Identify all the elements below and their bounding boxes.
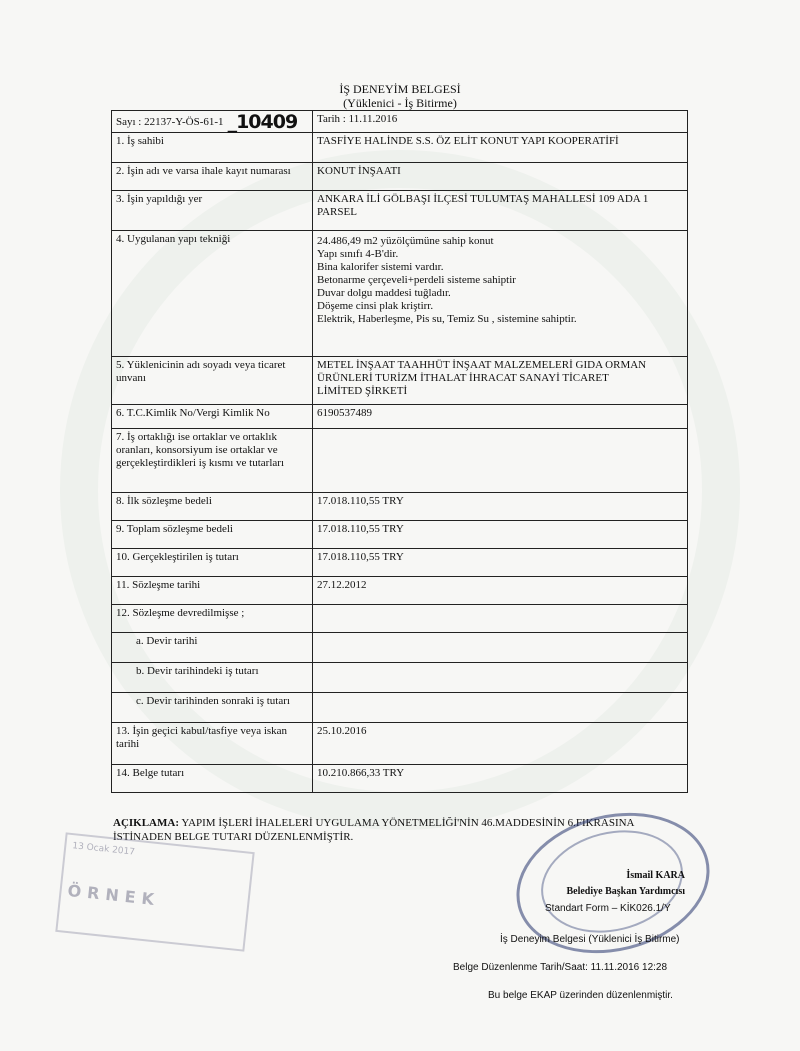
row-label: 3. İşin yapıldığı yer [112,191,313,231]
ekap-note: Bu belge EKAP üzerinden düzenlenmiştir. [488,990,673,1001]
table-row [112,429,688,493]
row-label: 12. Sözleşme devredilmişse ; [112,605,313,633]
table-row [112,693,688,723]
sayi-text: Sayı : 22137-Y-ÖS-61-1 [116,116,224,128]
row-label: 7. İş ortaklığı ise ortaklar ve ortaklık oranları, konsorsiyum ise ortaklar ve gerçekleştirdikleri iş kısmı ve tutarları [112,429,313,493]
signatory-name: İsmail KARA [626,870,685,881]
table-row [112,577,688,605]
row-value: ANKARA İLİ GÖLBAŞI İLÇESİ TULUMTAŞ MAHALLESİ 109 ADA 1 PARSEL [313,191,688,231]
experience-table [111,110,688,793]
table-row [112,549,688,577]
row-value [313,693,688,723]
copy-stamp-word: ÖRNEK [66,880,161,910]
row-value: 17.018.110,55 TRY [313,493,688,521]
row-value: 10.210.866,33 TRY [313,765,688,793]
table-row [112,133,688,163]
handwritten-number: _10409 [227,111,298,133]
row-label: 5. Yüklenicinin adı soyadı veya ticaret unvanı [112,357,313,405]
row-label: 11. Sözleşme tarihi [112,577,313,605]
technique-line: Döşeme cinsi plak kriştirr. [317,300,434,312]
signature-block [566,868,685,900]
row-label: 10. Gerçekleştirilen iş tutarı [112,549,313,577]
row-label: 8. İlk sözleşme bedeli [112,493,313,521]
row-label: c. Devir tarihinden sonraki iş tutarı [112,693,313,723]
explanation-label: AÇIKLAMA: [113,817,179,829]
copy-stamp-date: 13 Ocak 2017 [71,841,136,858]
row-label: a. Devir tarihi [112,633,313,663]
copy-stamp [55,832,254,951]
table-row [112,163,688,191]
row-value: 27.12.2012 [313,577,688,605]
table-row [112,405,688,429]
document-subtitle: (Yüklenici - İş Bitirme) [343,96,457,110]
technique-line: Betonarme çerçeveli+perdeli sisteme sahiptir [317,274,516,286]
technique-line: Duvar dolgu maddesi tuğladır. [317,287,451,299]
table-row [112,493,688,521]
row-label: 1. İş sahibi [112,133,313,163]
row-value [313,605,688,633]
row-value: 17.018.110,55 TRY [313,549,688,577]
row-value [313,633,688,663]
row-label: 9. Toplam sözleşme bedeli [112,521,313,549]
issue-date: Belge Düzenlenme Tarih/Saat: 11.11.2016 12:28 [453,962,668,973]
technique-line: 24.486,49 m2 yüzölçümüne sahip konut [317,235,494,247]
row-label: 2. İşin adı ve varsa ihale kayıt numarası [112,163,313,191]
row-label: 13. İşin geçici kabul/tasfiye veya iskan tarihi [112,723,313,765]
table-row [112,605,688,633]
row-value [313,663,688,693]
row-value [313,231,688,357]
row-label: 4. Uygulanan yapı tekniği [112,231,313,357]
table-row [112,191,688,231]
row-value: METEL İNŞAAT TAAHHÜT İNŞAAT MALZEMELERİ GIDA ORMAN ÜRÜNLERİ TURİZM İTHALAT İHRACAT SANAYİ TİCARET LİMİTED ŞİRKETİ [313,357,688,405]
row-value: TASFİYE HALİNDE S.S. ÖZ ELİT KONUT YAPI KOOPERATİFİ [313,133,688,163]
table-row [112,723,688,765]
row-label: 6. T.C.Kimlik No/Vergi Kimlik No [112,405,313,429]
row-value [313,429,688,493]
row-value: 6190537489 [313,405,688,429]
document-title: İŞ DENEYİM BELGESİ [339,82,461,96]
form-code: Standart Form – KİK026.1/Y [545,903,671,914]
technique-line: Elektrik, Haberleşme, Pis su, Temiz Su , sistemine sahiptir. [317,313,577,325]
document-type: İş Deneyim Belgesi (Yüklenici İş Bitirme) [500,934,680,945]
sayi-cell [112,111,313,133]
row-label: 14. Belge tutarı [112,765,313,793]
table-row [112,231,688,357]
row-value: 17.018.110,55 TRY [313,521,688,549]
tarih-cell: Tarih : 11.11.2016 [313,111,688,133]
technique-line: Bina kalorifer sistemi vardır. [317,261,444,273]
table-row [112,765,688,793]
signatory-role: Belediye Başkan Yardımcısı [566,886,685,897]
table-row [112,111,688,133]
table-row [112,521,688,549]
row-value: KONUT İNŞAATI [313,163,688,191]
explanation-text: YAPIM İŞLERİ İHALELERİ UYGULAMA YÖNETMELİĞİ'NİN 46.MADDESİNİN 6.FIKRASINA İSTİNADEN BELGE TUTARI DÜZENLENMİŞTİR. [113,817,634,843]
table-row [112,633,688,663]
table-row [112,663,688,693]
row-value: 25.10.2016 [313,723,688,765]
table-row [112,357,688,405]
row-label: b. Devir tarihindeki iş tutarı [112,663,313,693]
technique-line: Yapı sınıfı 4-B'dir. [317,248,399,260]
